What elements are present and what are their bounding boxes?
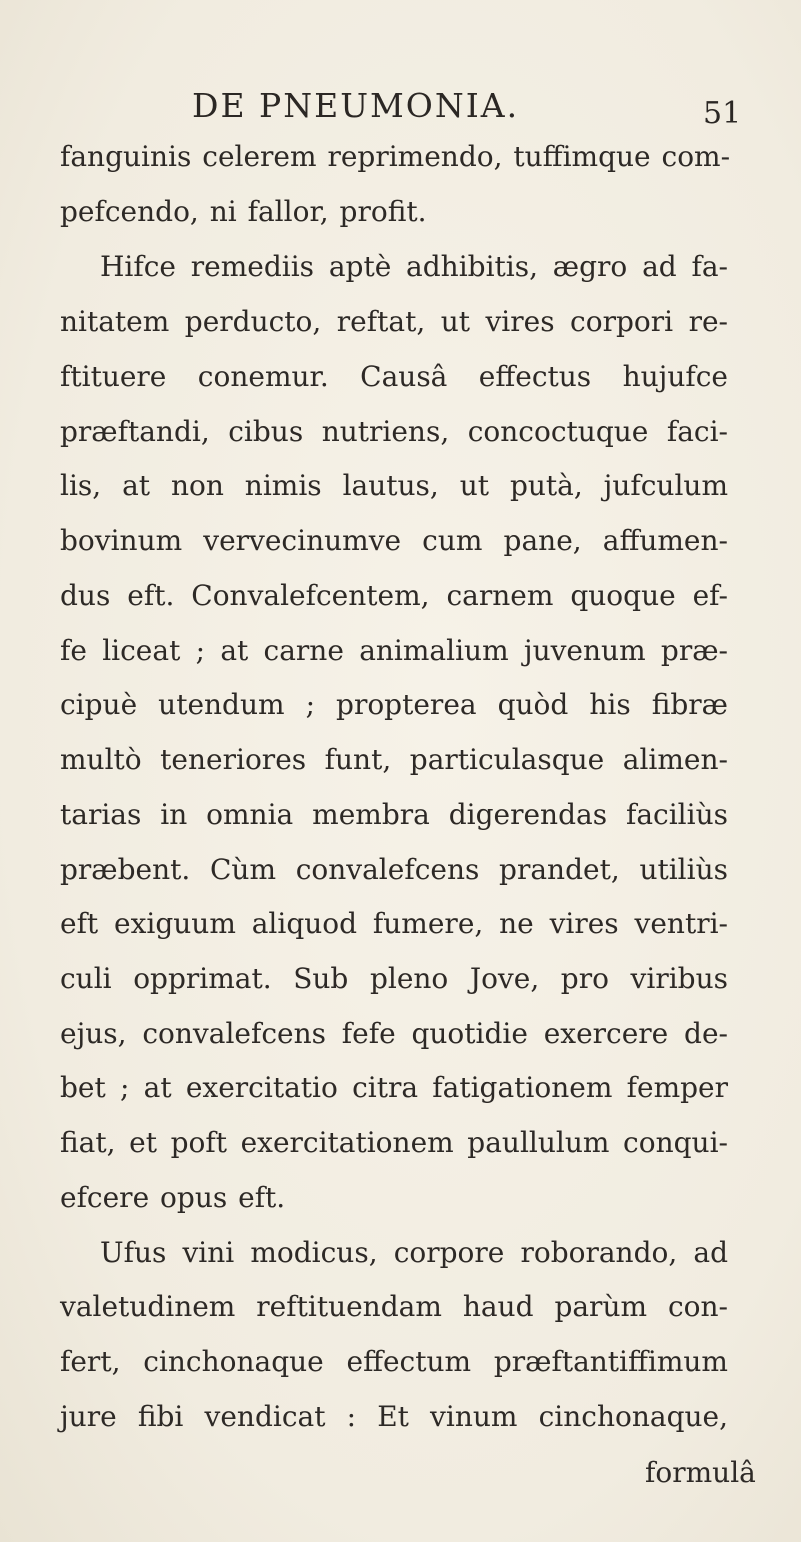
running-head: DE PNEUMONIA. (192, 86, 520, 125)
text-line: fe liceat ; at carne animalium juvenum præ- (60, 634, 728, 667)
text-line: præftandi, cibus nutriens, concoctuque faci- (60, 415, 728, 448)
text-line: culi opprimat. Sub pleno Jove, pro viribus (60, 962, 728, 995)
text-line: fert, cinchonaque effectum præftantiffimum (60, 1345, 728, 1378)
text-line: multò teneriores funt, particulasque alimen- (60, 743, 728, 776)
catchword: formulâ (645, 1456, 756, 1489)
text-line: Hifce remediis aptè adhibitis, ægro ad fa- (100, 250, 728, 283)
text-line: Ufus vini modicus, corpore roborando, ad (100, 1236, 728, 1269)
text-line: jure fibi vendicat : Et vinum cinchonaque, (60, 1400, 728, 1433)
text-line: ftituere conemur. Causâ effectus hujufce (60, 360, 728, 393)
text-line: fanguinis celerem reprimendo, tuffimque com- (60, 140, 731, 173)
text-line: efcere opus eft. (60, 1181, 286, 1214)
page-number: 51 (703, 96, 742, 131)
text-line: fiat, et poft exercitationem paullulum conqui- (60, 1126, 728, 1159)
text-line: valetudinem reftituendam haud parùm con- (60, 1290, 728, 1323)
text-line: eft exiguum aliquod fumere, ne vires ventri- (60, 907, 728, 940)
text-line: præbent. Cùm convalefcens prandet, utiliùs (60, 853, 728, 886)
text-line: tarias in omnia membra digerendas faciliùs (60, 798, 728, 831)
text-line: pefcendo, ni fallor, profit. (60, 195, 427, 228)
text-line: bet ; at exercitatio citra fatigationem femper (60, 1071, 728, 1104)
text-line: ejus, convalefcens fefe quotidie exercere de- (60, 1017, 728, 1050)
text-line: cipuè utendum ; propterea quòd his fibræ (60, 688, 728, 721)
text-line: dus eft. Convalefcentem, carnem quoque ef- (60, 579, 728, 612)
text-line: bovinum vervecinumve cum pane, affumen- (60, 524, 728, 557)
text-line: nitatem perducto, reftat, ut vires corpori re- (60, 305, 728, 338)
text-line: lis, at non nimis lautus, ut putà, jufculum (60, 469, 728, 502)
